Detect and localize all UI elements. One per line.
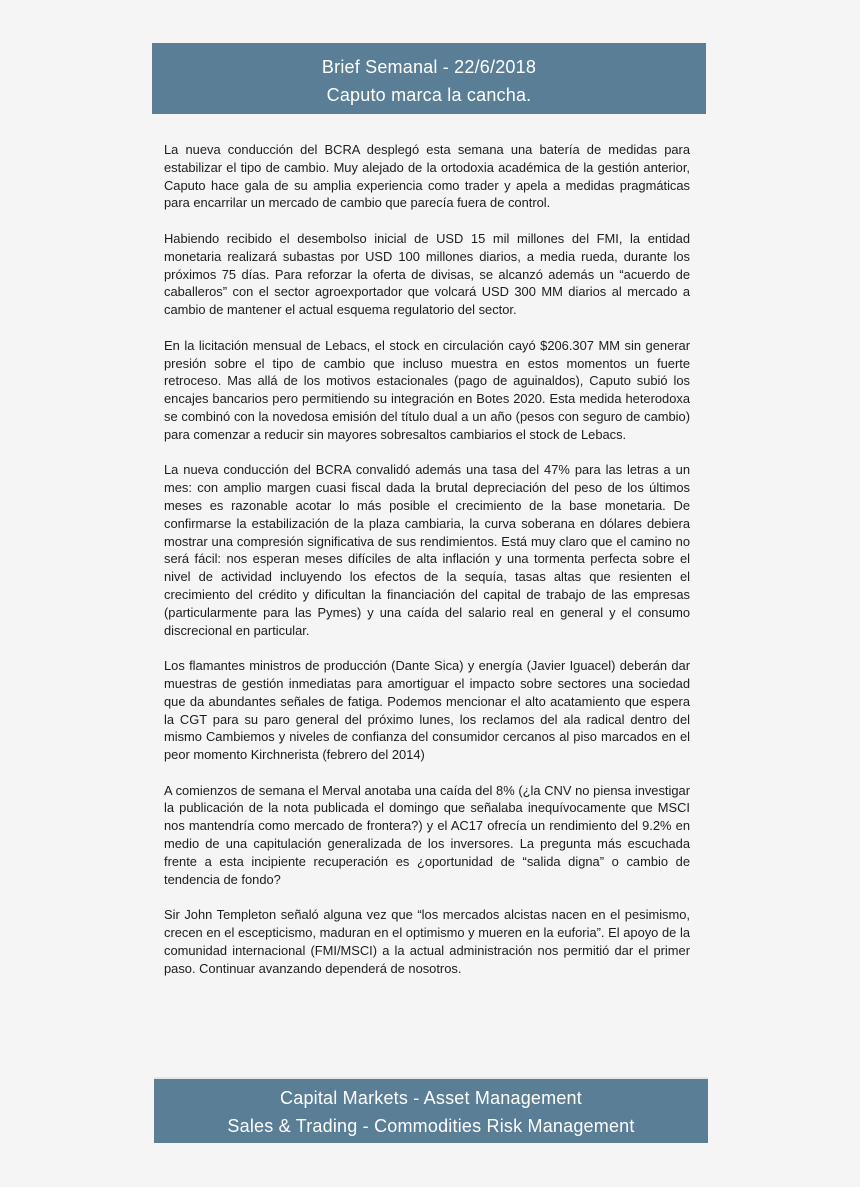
paragraph-5: Los flamantes ministros de producción (Dante Sica) y energía (Javier Iguacel) deberán dar muestras de gestión inmediatas para amortiguar el impacto sobre sectores una sociedad que da abundantes señales de fatiga. Podemos mencionar el alto acatamiento que espera la CGT para su paro general del próximo lunes, los reclamos del ala radical dentro del mismo Cambiemos y niveles de confianza del consumidor cercanos al piso marcados en el peor momento Kirchnerista (febrero del 2014) (164, 658, 690, 763)
page-subtitle: Caputo marca la cancha. (326, 85, 532, 105)
header-banner (152, 43, 706, 114)
footer-line-2: Sales & Trading - Commodities Risk Management (227, 1116, 635, 1136)
paragraph-7: Sir John Templeton señaló alguna vez que “los mercados alcistas nacen en el pesimismo, crecen en el escepticismo, maduran en el optimismo y mueren en la euforia”. El apoyo de la comunidad internacional (FMI/MSCI) a la actual administración nos permitió dar el primer paso. Continuar avanzando dependerá de nosotros. (164, 907, 690, 976)
paragraph-1: La nueva conducción del BCRA desplegó esta semana una batería de medidas para estabilizar el tipo de cambio. Muy alejado de la ortodoxia académica de la gestión anterior, Caputo hace gala de su amplia experiencia como trader y apela a medidas pragmáticas para encarrilar un mercado de cambio que parecía fuera de control. (164, 142, 690, 211)
paragraph-3: En la licitación mensual de Lebacs, el stock en circulación cayó $206.307 MM sin generar presión sobre el tipo de cambio que incluso muestra en estos momentos un fuerte retroceso. Mas allá de los motivos estacionales (pago de aguinaldos), Caputo subió los encajes bancarios pero permitiendo su integración en Botes 2020. Esta medida heterodoxa se combinó con la novedosa emisión del título dual a un año (pesos con seguro de cambio) para comenzar a reducir sin mayores sobresaltos cambiarios el stock de Lebacs. (164, 337, 690, 442)
footer-line-1: Capital Markets - Asset Management (280, 1088, 582, 1108)
paragraph-2: Habiendo recibido el desembolso inicial de USD 15 mil millones del FMI, la entidad monetaria realizará subastas por USD 100 millones diarios, a media rueda, durante los próximos 75 días. Para reforzar la oferta de divisas, se alcanzó además un “acuerdo de caballeros” con el sector agroexportador que volcará USD 300 MM diarios al mercado a cambio de mantener el actual esquema regulatorio del sector. (164, 230, 690, 318)
page-title: Brief Semanal - 22/6/2018 (321, 57, 537, 77)
footer-banner (154, 1077, 708, 1143)
paragraph-4: La nueva conducción del BCRA convalidó además una tasa del 47% para las letras a un mes: con amplio margen cuasi fiscal dada la brutal depreciación del peso de los últimos meses es razonable acotar lo más posible el crecimiento de la base monetaria. De confirmarse la estabilización de la plaza cambiaria, la curva soberana en dólares debiera mostrar una compresión significativa de sus rendimientos. Está muy claro que el camino no será fácil: nos esperan meses difíciles de alta inflación y una tormenta perfecta sobre el nivel de actividad incluyendo los efectos de la sequía, tasas altas que resienten el crecimiento del crédito y dificultan la financiación del capital de trabajo de las empresas (particularmente para las Pymes) y una caída del salario real en general y el consumo discrecional en particular. (164, 462, 690, 638)
paragraph-6: A comienzos de semana el Merval anotaba una caída del 8% (¿la CNV no piensa investigar la publicación de la nota publicada el domingo que señalaba inequívocamente que MSCI nos mantendría como mercado de frontera?) y el AC17 ofrecía un rendimiento del 9.2% en medio de una capitulación generalizada de los inversores. La pregunta más escuchada frente a esta incipiente recuperación es ¿oportunidad de “salida digna” o cambio de tendencia de fondo? (164, 782, 690, 887)
article-body (164, 141, 690, 995)
